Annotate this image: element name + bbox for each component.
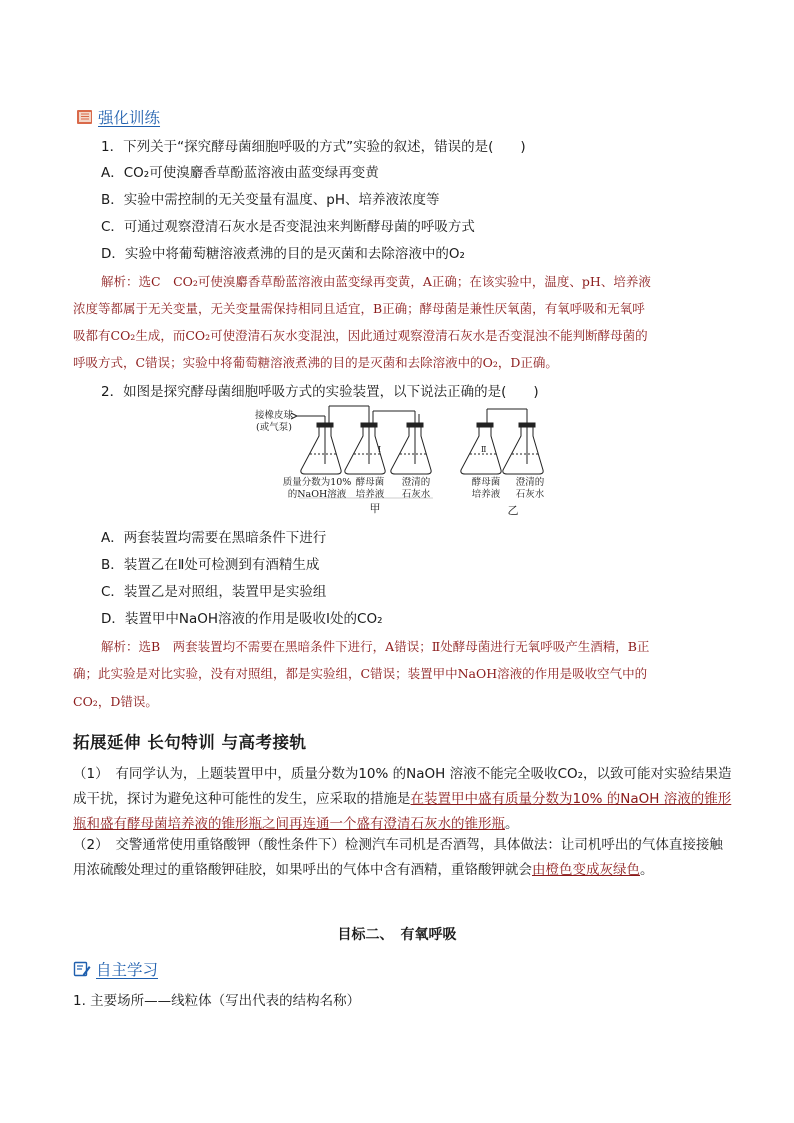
q1-analysis-line-3: 吸都有CO₂生成，而CO₂可使澄清石灰水变混浊，因此通过观察澄清石灰水是否变混浊不能判断酵母菌的 [73, 328, 648, 343]
section-heading-training [76, 106, 160, 128]
mark-II: Ⅱ [481, 445, 487, 454]
extension-paragraph-2 [73, 833, 733, 883]
pump-label: 接橡皮球 (或气泵) [255, 410, 294, 433]
training-heading-label: 强化训练 [98, 109, 161, 127]
q2-analysis-line-3: CO₂，D错误。 [73, 694, 158, 709]
extension-p1-suffix: 。 [505, 816, 519, 832]
q2-analysis-line-1: 解析：选B 两套装置均不需要在黑暗条件下进行，A错误；Ⅱ处酵母菌进行无氧呼吸产生酒精，B正 [101, 639, 650, 654]
group-yi-label: 乙 [507, 504, 519, 517]
question-2-stem: 2．如图是探究酵母菌细胞呼吸方式的实验装置，以下说法正确的是( ) [101, 384, 539, 400]
group-jia-label: 甲 [369, 502, 381, 515]
book-icon [76, 108, 94, 126]
extension-p1-text: （1） 有同学认为，上题装置甲中，质量分数为10% 的NaOH 溶液不能完全吸收CO₂，以致可能对实验结果造成干扰，探讨为避免这种可能性的发生，应采取的措施是 [73, 766, 732, 807]
section-heading-self-study [73, 958, 158, 980]
extension-p2-suffix: 。 [640, 862, 654, 878]
question-1-stem: 1．下列关于“探究酵母菌细胞呼吸的方式”实验的叙述，错误的是( ) [101, 139, 526, 155]
experiment-apparatus-figure [255, 404, 565, 519]
q1-analysis-line-4: 呼吸方式，C错误；实验中将葡萄糖溶液煮沸的目的是灭菌和去除溶液中的O₂，D正确。 [73, 355, 558, 370]
extension-p2-answer: 由橙色变成灰绿色 [532, 862, 640, 878]
q2-option-b: B．装置乙在Ⅱ处可检测到有酒精生成 [101, 557, 320, 573]
q2-analysis-line-2: 确；此实验是对比实验，没有对照组，都是实验组，C错误；装置甲中NaOH溶液的作用是吸收空气中的 [73, 666, 648, 681]
q1-option-a: A．CO₂可使溴麝香草酚蓝溶液由蓝变绿再变黄 [101, 165, 379, 181]
flask-yeast-label-yi: 酵母菌 培养液 [471, 477, 501, 500]
flask-naoh-label: 质量分数为10% 的NaOH溶液 [282, 477, 352, 500]
extension-p1-answer: 在装置甲中盛有质量分数为10% 的NaOH 溶液的锥形瓶和盛有酵母菌培养液的锥形瓶之间再连通一个盛有澄清石灰水的锥形瓶 [73, 791, 732, 832]
notepad-pencil-icon [73, 960, 91, 978]
goal-2-item-1: 1. 主要场所——线粒体（写出代表的结构名称） [73, 993, 361, 1009]
q1-analysis-line-1: 解析：选C CO₂可使溴麝香草酚蓝溶液由蓝变绿再变黄，A正确；在该实验中，温度、pH、培养液 [101, 274, 651, 289]
flask-yeast-label-jia: 酵母菌 培养液 [355, 477, 385, 500]
apparatus-diagram [255, 404, 565, 519]
flask-limewater-label-yi: 澄清的 石灰水 [515, 477, 545, 500]
mark-I: Ⅰ [378, 445, 382, 454]
q1-option-c: C．可通过观察澄清石灰水是否变混浊来判断酵母菌的呼吸方式 [101, 219, 475, 235]
q1-option-d: D．实验中将葡萄糖溶液煮沸的目的是灭菌和去除溶液中的O₂ [101, 246, 465, 262]
q2-option-a: A．两套装置均需要在黑暗条件下进行 [101, 530, 327, 546]
extension-p2-text: （2） 交警通常使用重铬酸钾（酸性条件下）检测汽车司机是否酒驾，具体做法：让司机呼出的气体直接接触用浓硫酸处理过的重铬酸钾硅胶，如果呼出的气体中含有酒精，重铬酸钾就会 [73, 837, 723, 878]
flask-limewater-label-jia: 澄清的 石灰水 [401, 477, 431, 500]
q1-option-b: B．实验中需控制的无关变量有温度、pH、培养液浓度等 [101, 192, 440, 208]
q2-option-c: C．装置乙是对照组，装置甲是实验组 [101, 584, 327, 600]
extension-heading: 拓展延伸 长句特训 与高考接轨 [73, 733, 307, 752]
q1-analysis-line-2: 浓度等都属于无关变量，无关变量需保持相同且适宜，B正确；酵母菌是兼性厌氧菌，有氧呼吸和无氧呼 [73, 301, 645, 316]
q2-option-d: D．装置甲中NaOH溶液的作用是吸收Ⅰ处的CO₂ [101, 611, 383, 627]
goal-2-title: 目标二、 有氧呼吸 [337, 927, 457, 943]
self-study-heading-label: 自主学习 [96, 961, 159, 979]
extension-paragraph-1 [73, 762, 733, 837]
